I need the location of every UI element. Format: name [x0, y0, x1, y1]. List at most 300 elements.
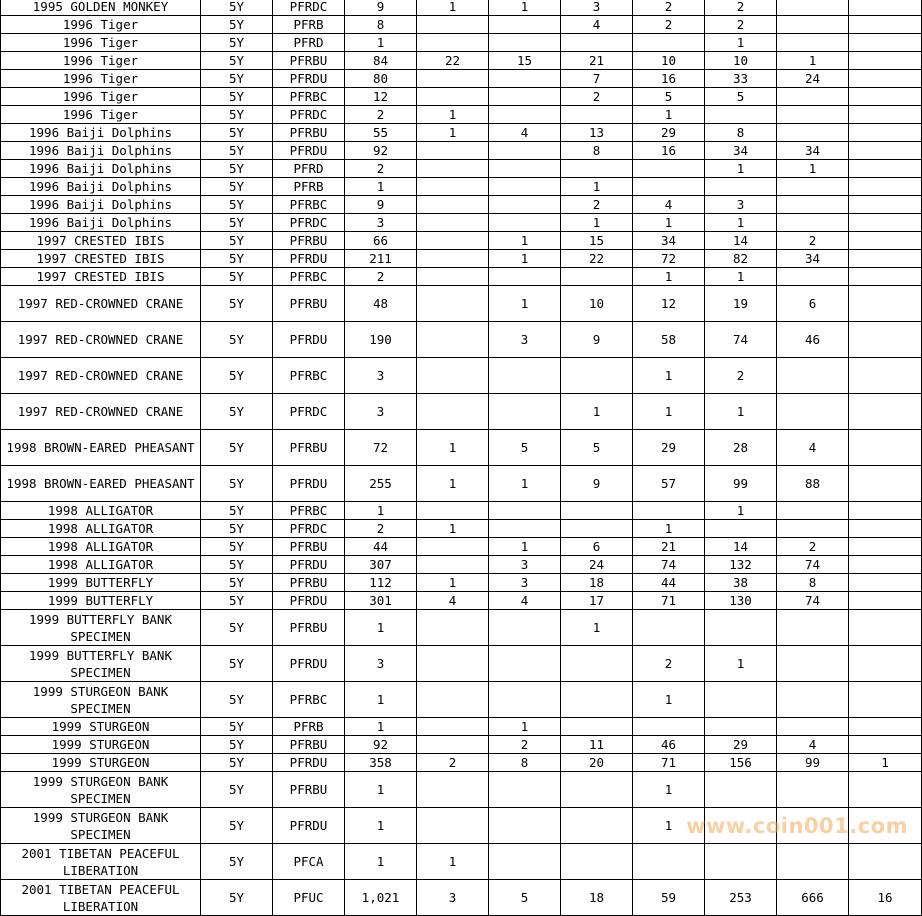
count-cell — [561, 646, 633, 682]
count-cell: 24 — [561, 556, 633, 574]
count-cell — [417, 16, 489, 34]
total-cell: 1 — [345, 610, 417, 646]
total-cell: 1 — [345, 502, 417, 520]
total-cell: 301 — [345, 592, 417, 610]
denomination-cell: 5Y — [201, 610, 273, 646]
count-cell: 1 — [417, 124, 489, 142]
grade-cell: PFRDU — [273, 754, 345, 772]
count-cell: 1 — [561, 394, 633, 430]
count-cell — [417, 70, 489, 88]
denomination-cell: 5Y — [201, 466, 273, 502]
coin-name-cell: 1999 STURGEON BANK SPECIMEN — [1, 682, 201, 718]
count-cell: 2 — [633, 646, 705, 682]
count-cell — [633, 502, 705, 520]
coin-name-cell: 1998 ALLIGATOR — [1, 520, 201, 538]
total-cell: 1 — [345, 34, 417, 52]
grade-cell: PFCA — [273, 844, 345, 880]
denomination-cell: 5Y — [201, 430, 273, 466]
coin-name-cell: 1997 RED-CROWNED CRANE — [1, 358, 201, 394]
count-cell — [633, 178, 705, 196]
grade-cell: PFRDU — [273, 250, 345, 268]
count-cell — [417, 538, 489, 556]
count-cell: 666 — [777, 880, 849, 916]
coin-name-cell: 1999 STURGEON — [1, 736, 201, 754]
grade-cell: PFRBU — [273, 772, 345, 808]
total-cell: 307 — [345, 556, 417, 574]
table-row — [1, 556, 922, 574]
table-row — [1, 70, 922, 88]
count-cell: 20 — [561, 754, 633, 772]
count-cell — [849, 772, 922, 808]
count-cell — [849, 736, 922, 754]
count-cell — [849, 520, 922, 538]
count-cell — [633, 610, 705, 646]
denomination-cell: 5Y — [201, 106, 273, 124]
count-cell — [417, 232, 489, 250]
count-cell — [849, 106, 922, 124]
grade-cell: PFRB — [273, 718, 345, 736]
table-row — [1, 16, 922, 34]
denomination-cell: 5Y — [201, 844, 273, 880]
table-row — [1, 286, 922, 322]
count-cell: 1 — [561, 178, 633, 196]
count-cell: 99 — [777, 754, 849, 772]
count-cell: 1 — [561, 610, 633, 646]
count-cell — [777, 34, 849, 52]
denomination-cell: 5Y — [201, 358, 273, 394]
count-cell — [561, 106, 633, 124]
coin-name-cell: 1999 BUTTERFLY — [1, 592, 201, 610]
coin-name-cell: 1998 BROWN-EARED PHEASANT — [1, 466, 201, 502]
count-cell: 15 — [489, 52, 561, 70]
count-cell — [849, 88, 922, 106]
count-cell — [489, 844, 561, 880]
table-row — [1, 88, 922, 106]
count-cell: 2 — [777, 538, 849, 556]
count-cell: 29 — [633, 124, 705, 142]
count-cell: 9 — [561, 322, 633, 358]
count-cell — [777, 88, 849, 106]
total-cell: 358 — [345, 754, 417, 772]
grade-cell: PFRBC — [273, 268, 345, 286]
count-cell: 1 — [633, 106, 705, 124]
count-cell: 3 — [489, 322, 561, 358]
count-cell — [561, 160, 633, 178]
count-cell: 16 — [633, 70, 705, 88]
count-cell: 1 — [417, 574, 489, 592]
count-cell — [849, 466, 922, 502]
count-cell: 1 — [489, 232, 561, 250]
count-cell: 2 — [777, 232, 849, 250]
count-cell — [417, 736, 489, 754]
count-cell: 46 — [777, 322, 849, 358]
table-row — [1, 250, 922, 268]
count-cell: 1 — [489, 286, 561, 322]
count-cell: 44 — [633, 574, 705, 592]
count-cell: 22 — [561, 250, 633, 268]
count-cell: 2 — [489, 736, 561, 754]
total-cell: 1 — [345, 808, 417, 844]
count-cell — [849, 592, 922, 610]
count-cell: 4 — [489, 124, 561, 142]
count-cell: 3 — [489, 574, 561, 592]
denomination-cell: 5Y — [201, 808, 273, 844]
count-cell — [777, 16, 849, 34]
table-row — [1, 358, 922, 394]
count-cell: 1 — [705, 646, 777, 682]
count-cell — [489, 196, 561, 214]
count-cell — [417, 34, 489, 52]
grade-cell: PFRBU — [273, 430, 345, 466]
count-cell — [489, 394, 561, 430]
count-cell: 18 — [561, 574, 633, 592]
count-cell: 29 — [633, 430, 705, 466]
denomination-cell: 5Y — [201, 34, 273, 52]
count-cell: 5 — [489, 430, 561, 466]
total-cell: 92 — [345, 736, 417, 754]
count-cell — [489, 358, 561, 394]
denomination-cell: 5Y — [201, 286, 273, 322]
denomination-cell: 5Y — [201, 322, 273, 358]
denomination-cell: 5Y — [201, 592, 273, 610]
count-cell — [561, 34, 633, 52]
count-cell — [417, 610, 489, 646]
denomination-cell: 5Y — [201, 754, 273, 772]
table-row — [1, 268, 922, 286]
count-cell — [489, 772, 561, 808]
count-cell — [849, 214, 922, 232]
count-cell — [633, 160, 705, 178]
denomination-cell: 5Y — [201, 124, 273, 142]
table-row — [1, 322, 922, 358]
count-cell: 59 — [633, 880, 705, 916]
table-row — [1, 106, 922, 124]
total-cell: 9 — [345, 0, 417, 16]
table-row — [1, 430, 922, 466]
grade-cell: PFRDU — [273, 646, 345, 682]
count-cell: 3 — [561, 0, 633, 16]
count-cell: 1 — [777, 160, 849, 178]
table-row — [1, 736, 922, 754]
count-cell — [561, 682, 633, 718]
count-cell: 1 — [849, 754, 922, 772]
denomination-cell: 5Y — [201, 718, 273, 736]
count-cell — [489, 610, 561, 646]
count-cell — [849, 538, 922, 556]
denomination-cell: 5Y — [201, 394, 273, 430]
grade-cell: PFRD — [273, 34, 345, 52]
count-cell: 2 — [705, 16, 777, 34]
grade-cell: PFRBU — [273, 286, 345, 322]
total-cell: 48 — [345, 286, 417, 322]
count-cell — [489, 178, 561, 196]
count-cell — [777, 646, 849, 682]
total-cell: 80 — [345, 70, 417, 88]
count-cell: 253 — [705, 880, 777, 916]
count-cell — [417, 268, 489, 286]
total-cell: 12 — [345, 88, 417, 106]
table-row — [1, 502, 922, 520]
count-cell: 2 — [705, 0, 777, 16]
denomination-cell: 5Y — [201, 142, 273, 160]
count-cell — [417, 808, 489, 844]
denomination-cell: 5Y — [201, 682, 273, 718]
coin-name-cell: 1996 Tiger — [1, 34, 201, 52]
count-cell: 1 — [633, 268, 705, 286]
count-cell — [489, 106, 561, 124]
count-cell — [489, 520, 561, 538]
coin-name-cell: 1996 Tiger — [1, 70, 201, 88]
count-cell: 4 — [489, 592, 561, 610]
count-cell: 34 — [777, 250, 849, 268]
total-cell: 9 — [345, 196, 417, 214]
total-cell: 8 — [345, 16, 417, 34]
grade-cell: PFRBU — [273, 574, 345, 592]
denomination-cell: 5Y — [201, 520, 273, 538]
coin-name-cell: 1996 Tiger — [1, 52, 201, 70]
grade-cell: PFRDC — [273, 520, 345, 538]
count-cell: 1 — [705, 268, 777, 286]
count-cell: 10 — [705, 52, 777, 70]
count-cell — [849, 196, 922, 214]
count-cell: 8 — [561, 142, 633, 160]
count-cell: 130 — [705, 592, 777, 610]
count-cell — [489, 70, 561, 88]
count-cell — [849, 250, 922, 268]
total-cell: 2 — [345, 268, 417, 286]
count-cell: 88 — [777, 466, 849, 502]
total-cell: 3 — [345, 214, 417, 232]
coin-name-cell: 1996 Baiji Dolphins — [1, 124, 201, 142]
count-cell — [489, 502, 561, 520]
total-cell: 1,021 — [345, 880, 417, 916]
count-cell — [417, 214, 489, 232]
count-cell: 1 — [489, 466, 561, 502]
count-cell: 1 — [633, 808, 705, 844]
count-cell: 71 — [633, 754, 705, 772]
count-cell: 2 — [633, 16, 705, 34]
count-cell — [489, 646, 561, 682]
grade-cell: PFRBC — [273, 682, 345, 718]
count-cell: 15 — [561, 232, 633, 250]
count-cell: 156 — [705, 754, 777, 772]
total-cell: 211 — [345, 250, 417, 268]
count-cell: 16 — [849, 880, 922, 916]
count-cell: 10 — [561, 286, 633, 322]
count-cell: 1 — [633, 358, 705, 394]
count-cell: 132 — [705, 556, 777, 574]
count-cell: 18 — [561, 880, 633, 916]
count-cell — [705, 682, 777, 718]
count-cell — [561, 718, 633, 736]
grade-cell: PFRBU — [273, 610, 345, 646]
count-cell — [417, 718, 489, 736]
grade-cell: PFRBU — [273, 232, 345, 250]
table-row — [1, 34, 922, 52]
denomination-cell: 5Y — [201, 178, 273, 196]
table-row — [1, 718, 922, 736]
count-cell: 33 — [705, 70, 777, 88]
total-cell: 3 — [345, 646, 417, 682]
count-cell: 1 — [777, 52, 849, 70]
table-row — [1, 610, 922, 646]
coin-name-cell: 1997 CRESTED IBIS — [1, 268, 201, 286]
count-cell — [849, 502, 922, 520]
count-cell: 14 — [705, 232, 777, 250]
count-cell: 1 — [489, 250, 561, 268]
count-cell: 74 — [705, 322, 777, 358]
total-cell: 92 — [345, 142, 417, 160]
grade-cell: PFRDU — [273, 592, 345, 610]
count-cell — [417, 322, 489, 358]
count-cell — [489, 214, 561, 232]
count-cell — [705, 772, 777, 808]
grade-cell: PFRDC — [273, 106, 345, 124]
count-cell — [417, 358, 489, 394]
count-cell: 4 — [777, 430, 849, 466]
coin-name-cell: 1996 Baiji Dolphins — [1, 178, 201, 196]
denomination-cell: 5Y — [201, 502, 273, 520]
table-row — [1, 214, 922, 232]
count-cell: 1 — [489, 0, 561, 16]
count-cell: 34 — [633, 232, 705, 250]
grade-cell: PFRBU — [273, 52, 345, 70]
count-cell: 74 — [633, 556, 705, 574]
count-cell: 2 — [561, 196, 633, 214]
count-cell: 6 — [561, 538, 633, 556]
coin-name-cell: 1996 Baiji Dolphins — [1, 214, 201, 232]
count-cell — [849, 682, 922, 718]
total-cell: 1 — [345, 718, 417, 736]
denomination-cell: 5Y — [201, 16, 273, 34]
count-cell — [849, 394, 922, 430]
denomination-cell: 5Y — [201, 196, 273, 214]
table-row — [1, 880, 922, 916]
count-cell: 4 — [417, 592, 489, 610]
coin-name-cell: 1997 CRESTED IBIS — [1, 250, 201, 268]
count-cell — [417, 160, 489, 178]
coin-name-cell: 1999 STURGEON — [1, 718, 201, 736]
total-cell: 66 — [345, 232, 417, 250]
coin-name-cell: 1996 Baiji Dolphins — [1, 142, 201, 160]
coin-name-cell: 1999 STURGEON BANK SPECIMEN — [1, 808, 201, 844]
table-row — [1, 682, 922, 718]
total-cell: 84 — [345, 52, 417, 70]
count-cell: 1 — [417, 466, 489, 502]
total-cell: 3 — [345, 358, 417, 394]
count-cell: 7 — [561, 70, 633, 88]
denomination-cell: 5Y — [201, 268, 273, 286]
grade-cell: PFRDU — [273, 556, 345, 574]
count-cell — [489, 682, 561, 718]
total-cell: 2 — [345, 106, 417, 124]
total-cell: 1 — [345, 178, 417, 196]
count-cell — [561, 520, 633, 538]
denomination-cell: 5Y — [201, 880, 273, 916]
count-cell: 5 — [633, 88, 705, 106]
coin-name-cell: 1996 Tiger — [1, 106, 201, 124]
count-cell — [561, 808, 633, 844]
total-cell: 2 — [345, 160, 417, 178]
total-cell: 190 — [345, 322, 417, 358]
count-cell: 28 — [705, 430, 777, 466]
count-cell: 9 — [561, 466, 633, 502]
grade-cell: PFRBU — [273, 736, 345, 754]
grade-cell: PFRBC — [273, 502, 345, 520]
count-cell: 29 — [705, 736, 777, 754]
count-cell — [417, 286, 489, 322]
count-cell — [489, 34, 561, 52]
count-cell — [849, 844, 922, 880]
coin-name-cell: 1998 ALLIGATOR — [1, 538, 201, 556]
count-cell: 1 — [705, 214, 777, 232]
table-body — [1, 0, 922, 916]
grade-cell: PFRDC — [273, 214, 345, 232]
coin-name-cell: 1998 ALLIGATOR — [1, 556, 201, 574]
count-cell: 72 — [633, 250, 705, 268]
count-cell: 4 — [777, 736, 849, 754]
count-cell — [849, 34, 922, 52]
coin-name-cell: 1999 STURGEON BANK SPECIMEN — [1, 772, 201, 808]
grade-cell: PFRDU — [273, 808, 345, 844]
table-row — [1, 538, 922, 556]
denomination-cell: 5Y — [201, 232, 273, 250]
count-cell: 1 — [705, 502, 777, 520]
count-cell — [417, 196, 489, 214]
count-cell — [777, 178, 849, 196]
count-cell: 3 — [705, 196, 777, 214]
count-cell: 2 — [633, 0, 705, 16]
count-cell — [705, 718, 777, 736]
total-cell: 3 — [345, 394, 417, 430]
count-cell — [777, 0, 849, 16]
count-cell: 12 — [633, 286, 705, 322]
count-cell — [417, 556, 489, 574]
total-cell: 1 — [345, 844, 417, 880]
table-row — [1, 196, 922, 214]
count-cell — [849, 610, 922, 646]
count-cell — [849, 124, 922, 142]
count-cell: 13 — [561, 124, 633, 142]
count-cell — [777, 106, 849, 124]
table-row — [1, 394, 922, 430]
count-cell: 1 — [489, 538, 561, 556]
count-cell — [849, 286, 922, 322]
count-cell — [849, 70, 922, 88]
count-cell: 46 — [633, 736, 705, 754]
table-row — [1, 52, 922, 70]
grade-cell: PFRDC — [273, 394, 345, 430]
count-cell — [777, 358, 849, 394]
count-cell: 1 — [561, 214, 633, 232]
coin-name-cell: 1999 BUTTERFLY — [1, 574, 201, 592]
count-cell — [417, 250, 489, 268]
count-cell — [417, 646, 489, 682]
count-cell — [849, 718, 922, 736]
table-row — [1, 178, 922, 196]
count-cell — [489, 808, 561, 844]
table-row — [1, 844, 922, 880]
coin-name-cell: 1997 RED-CROWNED CRANE — [1, 286, 201, 322]
count-cell — [633, 718, 705, 736]
table-row — [1, 124, 922, 142]
coin-name-cell: 1996 Baiji Dolphins — [1, 196, 201, 214]
count-cell — [417, 394, 489, 430]
grade-cell: PFRB — [273, 178, 345, 196]
denomination-cell: 5Y — [201, 772, 273, 808]
grade-cell: PFRDU — [273, 70, 345, 88]
count-cell — [561, 502, 633, 520]
